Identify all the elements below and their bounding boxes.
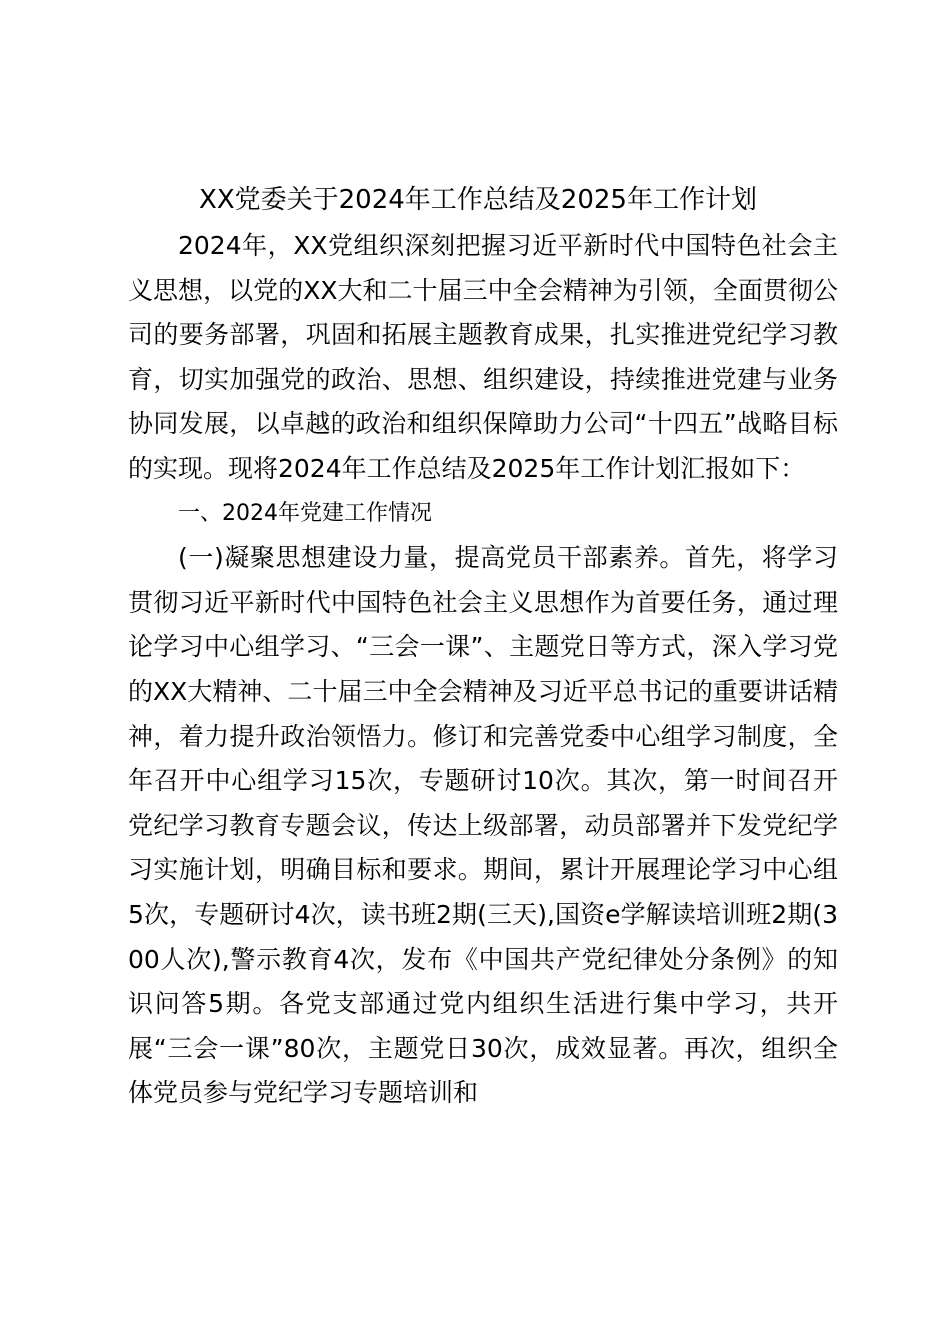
document-title: XX党委关于2024年工作总结及2025年工作计划 [199,185,757,215]
section-paragraph: (一)凝聚思想建设力量，提高党员干部素养。首先，将学习贯彻习近平新时代中国特色社会主义思想作为首要任务，通过理论学习中心组学习、“三会一课”、主题党日等方式，深入学习党的XX大精神、二十届三中全会精神及习近平总书记的重要讲话精神，着力提升政治领悟力。修订和完善党委中心组学习制度，全年召开中心组学习15次，专题研讨10次。其次，第一时间召开党纪学习教育专题会议，传达上级部署，动员部署并下发党纪学习实施计划，明确目标和要求。期间，累计开展理论学习中心组5次，专题研讨4次，读书班2期(三天),国资e学解读培训班2期(300人次),警示教育4次，发布《中国共产党纪律处分条例》的知识问答5期。各党支部通过党内组织生活进行集中学习，共开展“三会一课”80次，主题党日30次，成效显著。再次，组织全体党员参与党纪学习专题培训和 [128,543,838,1108]
intro-paragraph: 2024年，XX党组织深刻把握习近平新时代中国特色社会主义思想，以党的XX大和二十届三中全会精神为引领，全面贯彻公司的要务部署，巩固和拓展主题教育成果，扎实推进党纪学习教育，切实加强党的政治、思想、组织建设，持续推进党建与业务协同发展，以卓越的政治和组织保障助力公司“十四五”战略目标的实现。现将2024年工作总结及2025年工作计划汇报如下： [128,231,838,483]
document-body [128,224,838,1116]
section-heading: 一、2024年党建工作情况 [178,500,432,526]
